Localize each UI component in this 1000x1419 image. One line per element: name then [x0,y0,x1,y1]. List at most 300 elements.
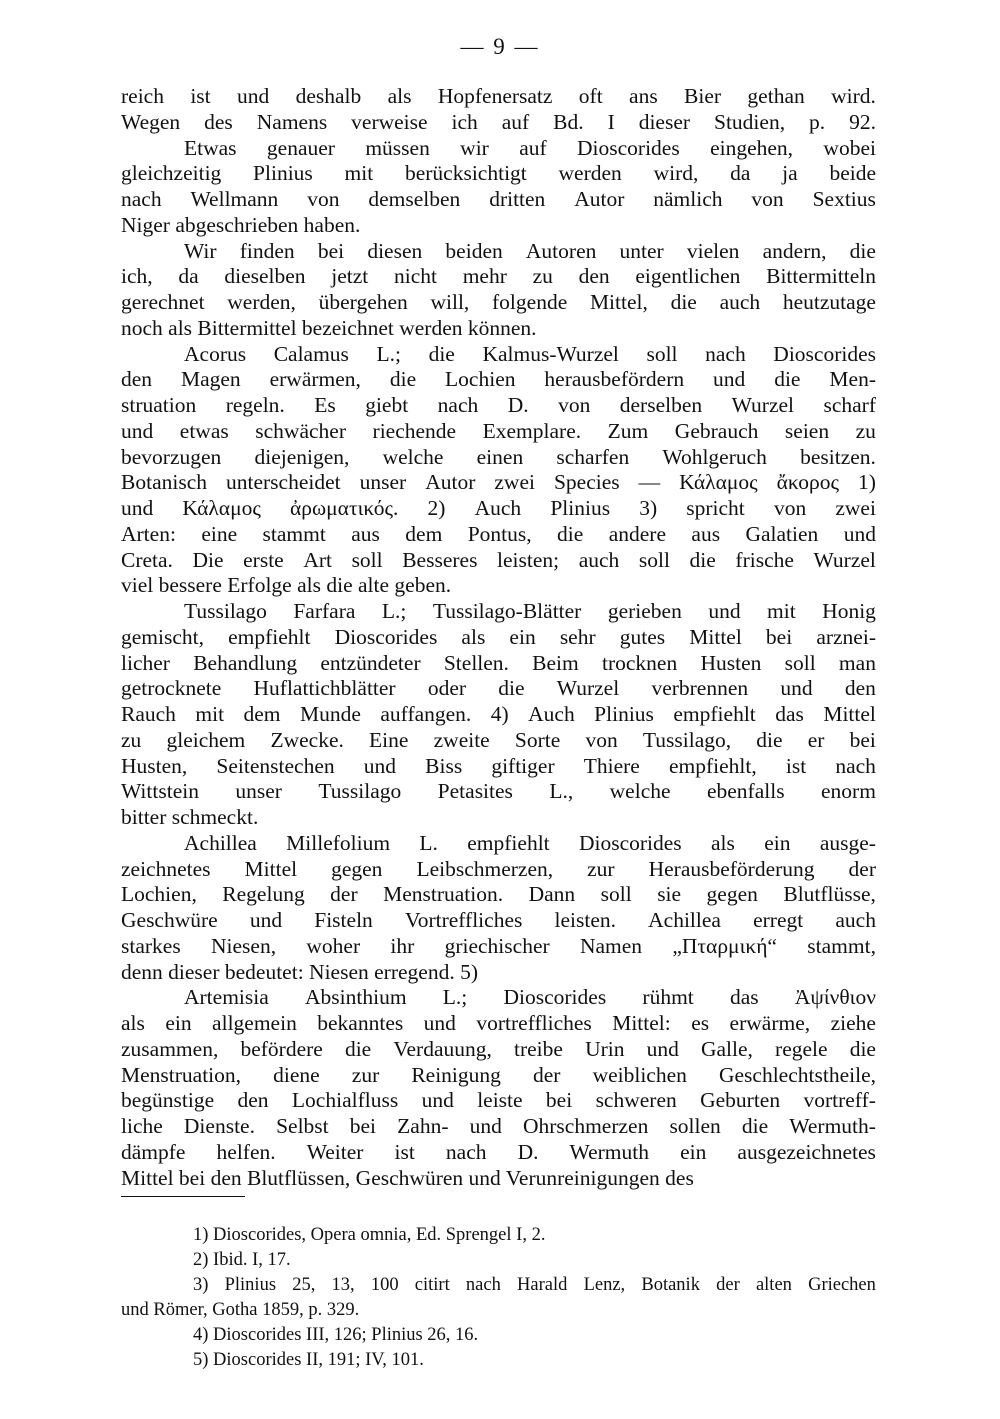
word: bei [849,727,876,752]
text-line [121,651,876,677]
word: nach [705,341,746,366]
word: auffangen. [380,702,472,726]
text-line [121,728,876,754]
word: von [773,496,807,520]
word: demselben [368,187,461,211]
word: heutzutage [782,290,876,314]
word: Achillea [648,908,721,932]
word: verweise [351,109,428,134]
word: dieselben [224,264,306,289]
word: müssen [365,135,430,160]
word: Hopfenersatz [437,84,553,108]
word: ich [451,109,478,134]
word: welche [609,779,671,804]
word: genauer [266,135,335,160]
text-line [121,342,876,368]
word: unser [235,779,282,804]
word: der [848,856,876,881]
word: eine [201,521,238,546]
word: die [670,290,697,314]
word: die [774,367,801,392]
text-line [121,779,876,805]
word: seien [784,418,830,443]
word: Blutflüsse, [783,882,876,907]
footnote-line: 3) Plinius 25, 13, 100 citirt nach Harald Lenz, Botanik der alten Griechen [193,1275,876,1295]
word: aus [351,521,380,546]
text-line [121,1063,876,1089]
word: ausgezeichnetes [737,1139,876,1164]
word: Wermuth- [789,1114,876,1138]
text-line [121,367,876,393]
text-line: Niger abgeschrieben haben. [121,212,361,237]
word: andern, [762,238,827,263]
word: Thiere [583,753,640,778]
word: unser [359,470,407,495]
word: soll [638,547,670,572]
footnote-line: 4) Dioscorides III, 126; Plinius 26, 16. [193,1325,479,1345]
page-number: — 9 — [460,34,540,59]
word: L.; [381,599,407,623]
word: 2) [427,496,446,520]
word: Wermuth [569,1139,650,1164]
word: Huflattichblätter [253,676,396,701]
word: zwei [835,496,876,520]
word: stammt, [807,933,876,958]
word: von [558,393,591,417]
word: Sextius [812,187,876,211]
word: Κάλαμος [182,496,261,520]
word: ist [394,1139,415,1164]
word: einen [476,444,524,469]
text-line [121,187,876,213]
footnotes [121,1223,876,1373]
text-line [121,831,876,857]
word: nach [437,393,479,417]
word: oder [427,676,467,701]
word: von [585,727,618,752]
word: zur [587,856,615,881]
word: Galle, [700,1036,753,1061]
text-line [121,702,876,728]
word: liche [121,1114,163,1138]
word: empfiehlt, [668,753,757,778]
word: bevorzugen [121,444,222,469]
word: Calamus [273,341,349,366]
footnote-line: 2) Ibid. I, 17. [193,1250,291,1270]
footnote-line: 1) Dioscorides, Opera omnia, Ed. Sprengel I, 2. [193,1225,546,1245]
word: sehr [559,624,596,649]
word: Munde [300,702,361,726]
word: L., [549,779,574,804]
text-line [121,496,876,522]
word: bei [765,624,793,649]
word: zeichnetes [121,856,211,881]
word: 92. [849,109,876,134]
word: Dann [528,882,576,907]
word: diene [273,1062,320,1087]
word: dämpfe [121,1139,186,1164]
text-line [121,522,876,548]
word: Auch [528,702,575,726]
word: und [780,676,813,701]
word: stammt [262,521,326,546]
text-line: denn dieser bedeutet: Niesen erregend. 5) [121,959,478,984]
word: leisten. [554,908,616,932]
word: Die [192,547,224,572]
word: soll [646,341,678,366]
word: Mittel [244,856,298,881]
word: Wittstein [121,779,199,804]
word: als [387,84,412,108]
text-line [121,290,876,316]
word: Exemplare. [482,418,582,443]
word: L.; [376,341,401,366]
text-line: bitter schmeckt. [121,805,259,829]
word: leisten; [497,547,560,572]
word: aus [691,521,721,546]
word: auf [501,109,530,134]
word: regeln. [225,393,285,417]
word: gerechnet [121,290,205,314]
text-line: noch als Bittermittel bezeichnet werden können. [121,315,537,340]
word: will, [430,290,470,314]
word: Pontus, [467,521,532,546]
word: Species [553,470,620,495]
word: D. [517,1139,539,1164]
word: Wurzel [813,547,876,572]
text-line [121,1140,876,1166]
word: Urin [585,1036,625,1061]
word: D. [507,393,529,417]
word: nach [835,753,876,778]
word: und [249,908,283,932]
text-line [121,393,876,419]
word: und [843,521,876,546]
word: Seitenstechen [216,753,335,778]
word: Mittel [823,702,876,726]
word: Namens [256,109,328,134]
word: beide [829,161,876,186]
text-line [121,470,876,496]
text-line [121,599,876,625]
word: Arten: [121,521,176,546]
word: unterscheidet [226,470,341,495]
text-line [121,84,876,110]
word: besitzen. [800,444,876,469]
word: Wohlgeruch [662,444,767,469]
word: die [849,1036,876,1061]
word: erregt [753,908,804,932]
word: Mittel: [612,1011,671,1035]
word: Reinigung [411,1062,501,1087]
word: auch [719,290,761,314]
word: Acorus [184,341,247,366]
word: ein [165,1011,192,1035]
word: arznei- [816,624,876,649]
word: wir [460,135,489,160]
word: enorm [821,779,876,804]
word: eingehen, [710,135,794,160]
word: Namen [579,933,643,958]
text-line [121,625,876,651]
word: deshalb [295,84,362,108]
word: ans [629,84,658,108]
word: wobei [823,135,876,160]
word: ein [680,1139,707,1164]
word: das [729,985,759,1010]
word: zweite [433,727,490,752]
word: und [713,367,746,392]
word: ebenfalls [706,779,785,804]
text-line [121,1011,876,1037]
word: vortreffliches [476,1011,592,1035]
word: woher [306,933,361,958]
word: Behandlung [193,650,298,675]
word: zu [121,727,142,752]
word: bei [349,1114,377,1138]
word: giebt [365,393,409,417]
word: Geburten [700,1088,781,1113]
word: beiden [445,238,503,263]
word: und [236,84,270,108]
word: — [638,470,661,495]
word: finden [239,238,295,263]
word: den [237,1088,269,1113]
word: werden, [227,290,296,314]
word: diejenigen, [254,444,350,469]
word: Artemisia [184,985,269,1010]
word: Herausbeförderung [648,856,815,881]
word: die [741,1114,769,1138]
word: Mittel, [589,290,648,314]
word: L.; [442,985,468,1010]
word: Vortreffliches [404,908,523,932]
word: und [469,1114,502,1138]
word: verbrennen [651,676,749,701]
word: Wir [184,238,217,263]
word: wird, [653,161,699,186]
word: „Πταρμική“ [672,933,777,958]
text-line [121,161,876,187]
word: von [751,187,784,211]
word: zwei [494,470,535,495]
word: empfiehlt [673,702,756,726]
word: allgemein [212,1011,297,1035]
word: ein [764,830,791,855]
word: und [708,599,741,623]
word: eigentlichen [635,264,741,289]
word: 4) [490,702,509,726]
word: Husten, [121,753,188,778]
word: die [557,521,584,546]
text-line [121,136,876,162]
word: bekanntes [317,1011,404,1035]
word: derselben [619,393,703,417]
word: riechende [372,418,457,443]
word: Wellmann [190,187,279,211]
word: Wurzel [731,393,795,417]
word: Beim [532,650,579,675]
text-line [121,676,876,702]
word: ziehe [830,1011,876,1035]
word: den [578,264,610,289]
word: Bittermitteln [766,264,876,289]
word: erste [243,547,284,572]
word: gleichem [166,727,246,752]
word: empfiehlt [467,830,550,855]
footnote-line: und Römer, Gotha 1859, p. 329. [121,1300,360,1320]
word: Wurzel [556,676,620,701]
word: das [775,702,804,726]
text-line [121,857,876,883]
word: Selbst [276,1114,329,1138]
word: Autoren [525,238,597,263]
word: Gebrauch [674,418,759,443]
word: dritten [489,187,546,211]
word: mit [767,599,796,623]
word: Biss [425,753,463,778]
word: bei [317,238,345,263]
text-line [121,1088,876,1114]
word: und [646,1036,679,1061]
word: diesen [367,238,423,263]
word: gethan [747,84,805,108]
word: Galatien [745,521,819,546]
text-line [121,985,876,1011]
word: empfiehlt [228,624,311,649]
word: gerieben [607,599,682,623]
word: man [838,650,876,675]
word: vortreff- [803,1088,876,1113]
word: dem [405,521,443,546]
word: Ohrschmerzen [522,1114,649,1138]
word: ist [190,84,211,108]
word: ἀρωματικός. [290,496,399,520]
word: Tussilago-Blätter [432,599,582,623]
word: griechischer [444,933,550,958]
word: Zum [607,418,649,443]
word: leiste [477,1088,523,1113]
text-line [121,882,876,908]
word: soll [600,882,632,907]
word: der [330,882,358,907]
word: Tussilago [318,779,402,804]
word: etwas [179,418,229,443]
main-text [121,84,876,1191]
word: ich, [121,264,153,289]
word: Magen [180,367,241,392]
word: sollen [669,1114,721,1138]
word: spricht [686,496,745,520]
word: der [533,1062,561,1087]
word: soll [784,650,816,675]
word: es [691,1011,710,1035]
word: Dienste. [183,1114,255,1138]
word: ein [509,624,536,649]
word: soll [351,547,383,572]
word: Tussilago, [642,727,732,752]
word: da [178,264,199,289]
word: Art [303,547,332,572]
word: die [849,238,876,263]
footnote-line: 5) Dioscorides II, 191; IV, 101. [193,1350,424,1370]
text-line [121,110,876,136]
word: 3) [639,496,658,520]
word: Tussilago [184,599,267,623]
word: Husten [700,650,762,675]
word: Regelung [222,882,305,907]
word: erwärme, [729,1011,811,1035]
word: erwärmen, [269,367,361,392]
word: L. [419,830,438,855]
word: als [711,830,735,855]
word: gleichzeitig [121,161,222,186]
word: ausge- [819,830,876,855]
word: jetzt [331,264,369,289]
word: dem [243,702,281,726]
word: Niesen, [211,933,277,958]
word: die [498,676,525,701]
word: Menstruation, [121,1062,242,1087]
text-line: Mittel bei den Blutflüssen, Geschwüren und Verunreinigungen des [121,1165,694,1190]
word: zusammen, [121,1036,219,1061]
text-line [121,548,876,574]
word: Kalmus-Wurzel [482,341,619,366]
word: entzündeter [320,650,421,675]
word: scharfen [556,444,630,469]
word: trocknen [602,650,678,675]
word: Dioscorides [577,135,680,160]
word: und [421,1088,454,1113]
word: die [428,341,455,366]
word: schwächer [255,418,346,443]
text-line [121,445,876,471]
text-line [121,264,876,290]
word: oft [578,84,603,108]
word: mit [344,161,374,186]
word: mehr [462,264,507,289]
word: des [204,109,233,134]
word: die [344,1036,372,1061]
word: regele [775,1036,828,1061]
word: Leibschmerzen, [416,856,554,881]
text-line: viel bessere Erfolge als die alte geben. [121,573,452,598]
word: befördere [240,1036,323,1061]
word: ihr [390,933,415,958]
word: Dioscorides [773,341,876,366]
word: nämlich [653,187,723,211]
word: I [607,109,615,134]
word: begünstige [121,1088,215,1113]
word: Achillea [184,830,257,855]
word: Menstruation. [383,882,504,907]
word: gegen [706,882,758,907]
word: ist [785,753,807,778]
word: den [844,676,876,701]
word: struation [121,393,197,417]
word: und [121,418,154,443]
word: gegen [331,856,383,881]
word: Autor [574,187,625,211]
word: den [121,367,153,392]
word: bei [545,1088,573,1113]
word: ja [782,161,798,186]
word: Plinius [253,161,313,186]
text-line [121,908,876,934]
word: auch [835,908,876,932]
word: vielen [686,238,740,263]
word: nach [445,1139,487,1164]
